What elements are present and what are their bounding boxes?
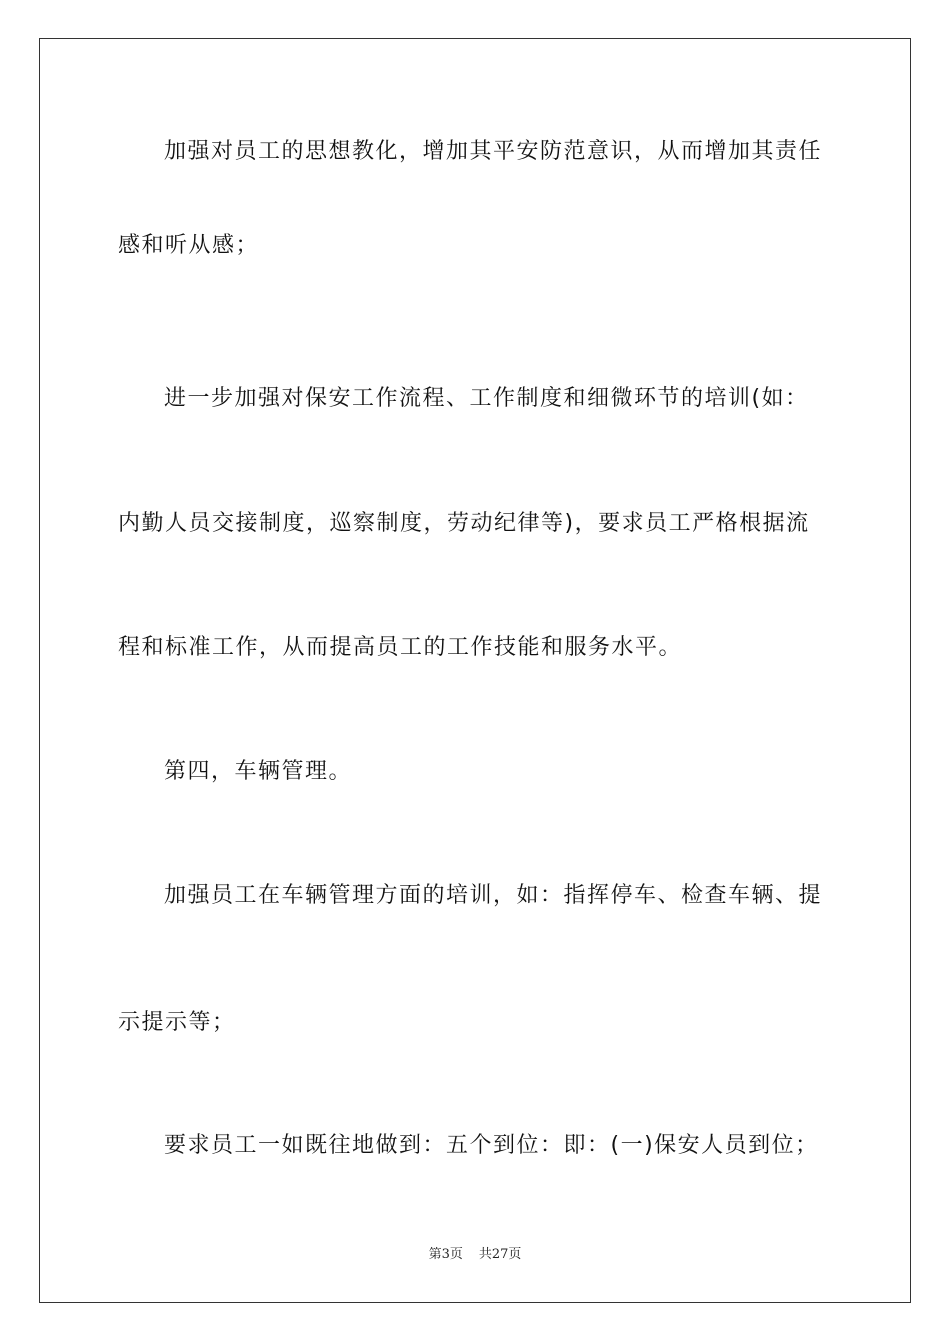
paragraph-5-line-1: 要求员工一如既往地做到：五个到位：即：(一)保安人员到位； bbox=[164, 1133, 819, 1158]
paragraph-4-line-2: 示提示等； bbox=[118, 1010, 236, 1035]
page-footer bbox=[0, 1246, 950, 1264]
paragraph-2-line-2: 内勤人员交接制度，巡察制度，劳动纪律等)，要求员工严格根据流 bbox=[118, 511, 810, 536]
paragraph-1-line-1: 加强对员工的思想教化，增加其平安防范意识，从而增加其责任 bbox=[164, 139, 823, 164]
paragraph-2-line-3: 程和标准工作，从而提高员工的工作技能和服务水平。 bbox=[118, 635, 683, 660]
paragraph-2-line-1: 进一步加强对保安工作流程、工作制度和细微环节的培训(如： bbox=[164, 386, 809, 411]
paragraph-4-line-1: 加强员工在车辆管理方面的培训，如：指挥停车、检查车辆、提 bbox=[164, 883, 823, 908]
paragraph-1-line-2: 感和听从感； bbox=[118, 233, 260, 258]
page-number: 第3页 bbox=[428, 1247, 463, 1262]
page-border bbox=[39, 38, 911, 1303]
total-pages: 共27页 bbox=[478, 1247, 522, 1262]
paragraph-3-line-1: 第四，车辆管理。 bbox=[164, 759, 353, 784]
